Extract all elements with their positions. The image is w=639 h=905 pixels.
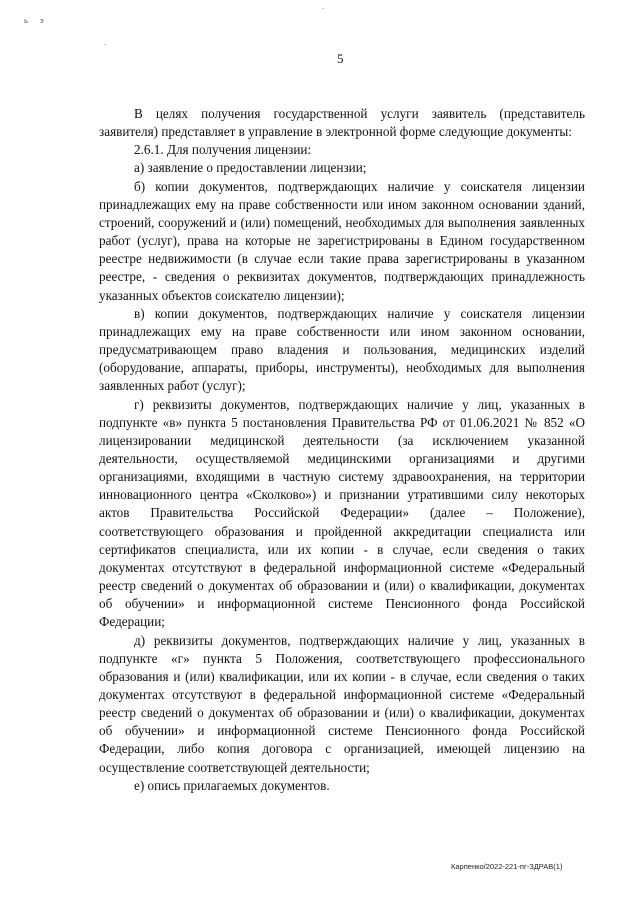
list-item-v: в) копии документов, подтверждающих наличие у соискателя лицензии принадлежащих ему на праве собственности или ином законном основании, предусматривающем право владения и пользования, медицинских изделий (оборудование, аппараты, приборы, инструменты), необходимых для выполнения заявленных работ (услуг); [99,305,585,394]
scan-artifact: · [104,41,107,49]
document-footer-code: Карпенко/2022-221-пг-ЗДРАВ(1) [451,862,563,871]
scan-artifact: ь [24,17,29,25]
list-item-b: б) копии документов, подтверждающих наличие у соискателя лицензии принадлежащих ему на праве собственности или ином законном основании зданий, строений, сооружений и (или) помещений, необходимых для выполнения заявленных работ (услуг), права на которые не зарегистрированы в Едином государственном реестре недвижимости (в случае если такие права зарегистрированы в указанном реестре, - сведения о реквизитах документов, подтверждающих принадлежность указанных объектов соискателю лицензии); [99,178,585,303]
list-item-d: д) реквизиты документов, подтверждающих наличие у лиц, указанных в подпункте «г» пункта 5 Положения, соответствующего профессионального образования и (или) квалификации, или их копии - в случае, если сведения о таких документах отсутствуют в федеральной информационной системе «Федеральный реестр сведений о документах об образовании и (или) о квалификации, документах об обучении» и информационной системе Пенсионного фонда Российской Федерации, либо копия договора с организацией, имеющей лицензию на осуществление соответствующей деятельности; [99,632,585,775]
scan-artifact: э [40,17,44,25]
section-heading: 2.6.1. Для получения лицензии: [134,142,312,158]
document-body [99,105,585,795]
list-item-g: г) реквизиты документов, подтверждающих наличие у лиц, указанных в подпункте «в» пункта 5 постановления Правительства РФ от 01.06.2021 № 852 «О лицензировании медицинской деятельности (за исключением указанной деятельности, осуществляемой медицинскими организациями и другими организациями, входящими в частную систему здравоохранения, на территории инновационного центра «Сколково») и признании утратившими силу некоторых актов Правительства Российской Федерации» (далее – Положение), соответствующего образования и пройденной аккредитации специалиста или сертификатов специалиста, или их копии - в случае, если сведения о таких документах отсутствуют в федеральной информационной системе «Федеральный реестр сведений о документах об образовании и (или) о квалификации, документах об обучении» и информационной системе Пенсионного фонда Российской Федерации; [99,396,585,630]
list-item-e: е) опись прилагаемых документов. [134,777,330,793]
list-item-a: а) заявление о предоставлении лицензии; [134,160,367,176]
scan-artifact: · [322,5,325,13]
page-number: 5 [337,51,344,66]
intro-paragraph: В целях получения государственной услуги заявитель (представитель заявителя) представляет в управление в электронной форме следующие документы: [99,106,585,140]
